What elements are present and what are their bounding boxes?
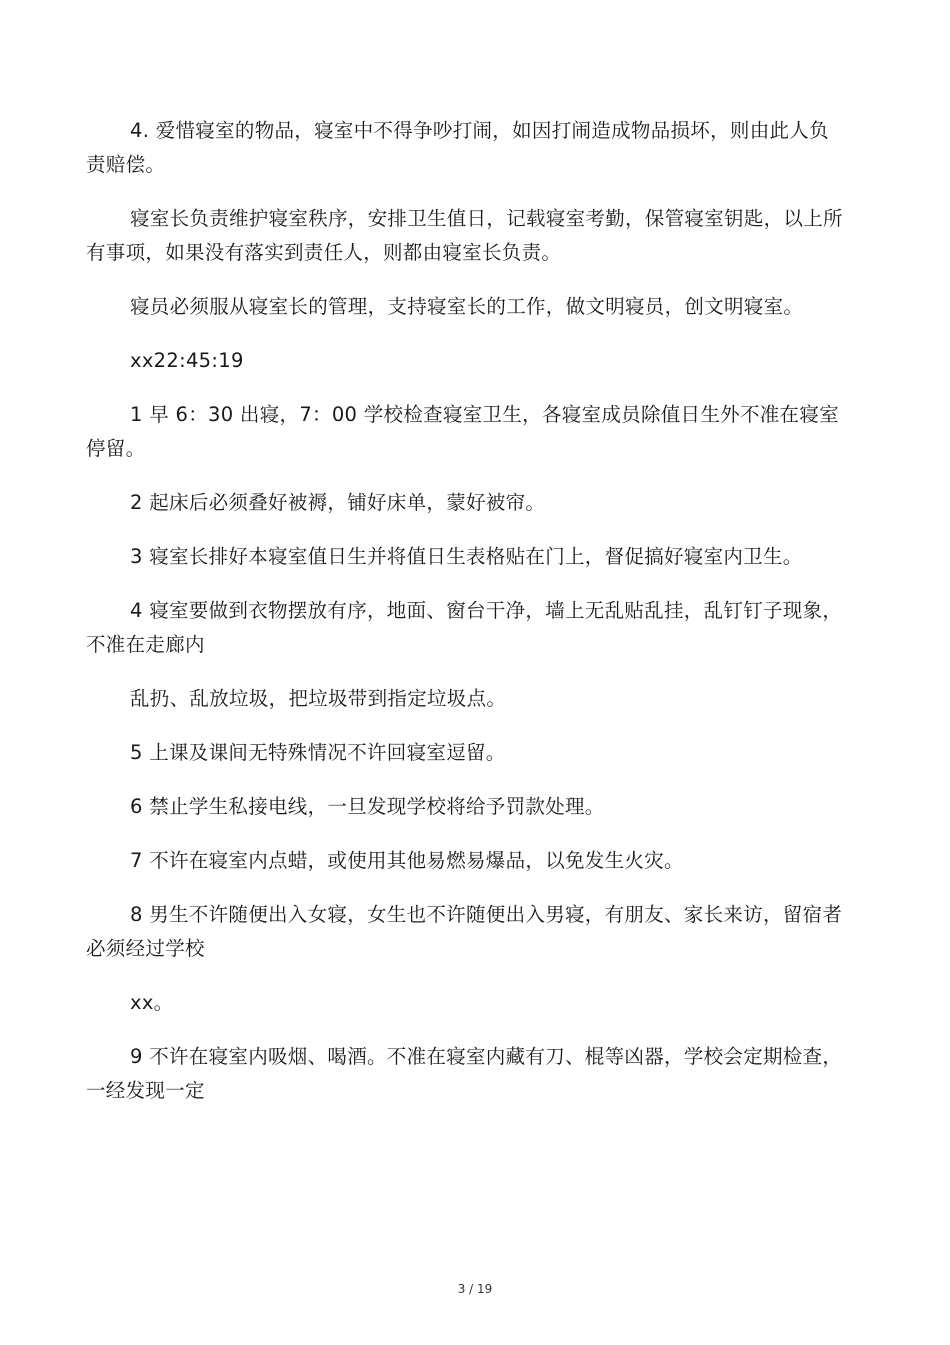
document-body — [86, 114, 846, 1128]
paragraph-3: 寝员必须服从寝室长的管理，支持寝室长的工作，做文明寝员，创文明寝室。 — [130, 295, 804, 318]
rule-8-continued: xx。 — [130, 991, 174, 1014]
rule-3: 3 寝室长排好本寝室值日生并将值日生表格贴在门上，督促搞好寝室内卫生。 — [130, 545, 803, 568]
rule-7: 7 不许在寝室内点蜡，或使用其他易燃易爆品，以免发生火灾。 — [130, 849, 684, 872]
rule-9: 9 不许在寝室内吸烟、喝酒。不准在寝室内藏有刀、棍等凶器，学校会定期检查，一经发现一定 — [86, 1045, 843, 1102]
rule-8: 8 男生不许随便出入女寝，女生也不许随便出入男寝，有朋友、家长来访，留宿者必须经过学校 — [86, 903, 843, 960]
timestamp-line: xx22:45:19 — [130, 349, 244, 372]
rule-4-continued: 乱扔、乱放垃圾，把垃圾带到指定垃圾点。 — [130, 687, 507, 710]
rule-5: 5 上课及课间无特殊情况不许回寝室逗留。 — [130, 741, 506, 764]
rule-4: 4 寝室要做到衣物摆放有序，地面、窗台干净，墙上无乱贴乱挂，乱钉钉子现象，不准在走廊内 — [86, 599, 843, 656]
paragraph-1: 4. 爱惜寝室的物品，寝室中不得争吵打闹，如因打闹造成物品损坏，则由此人负责赔偿。 — [86, 119, 829, 176]
paragraph-2: 寝室长负责维护寝室秩序，安排卫生值日，记载寝室考勤，保管寝室钥匙，以上所有事项，如果没有落实到责任人，则都由寝室长负责。 — [86, 207, 843, 264]
rule-1: 1 早 6：30 出寝，7：00 学校检查寝室卫生，各寝室成员除值日生外不准在寝室停留。 — [86, 403, 839, 460]
rule-6: 6 禁止学生私接电线，一旦发现学校将给予罚款处理。 — [130, 795, 605, 818]
page-number: 3 / 19 — [457, 1282, 493, 1296]
rule-2: 2 起床后必须叠好被褥，铺好床单，蒙好被帘。 — [130, 491, 546, 514]
